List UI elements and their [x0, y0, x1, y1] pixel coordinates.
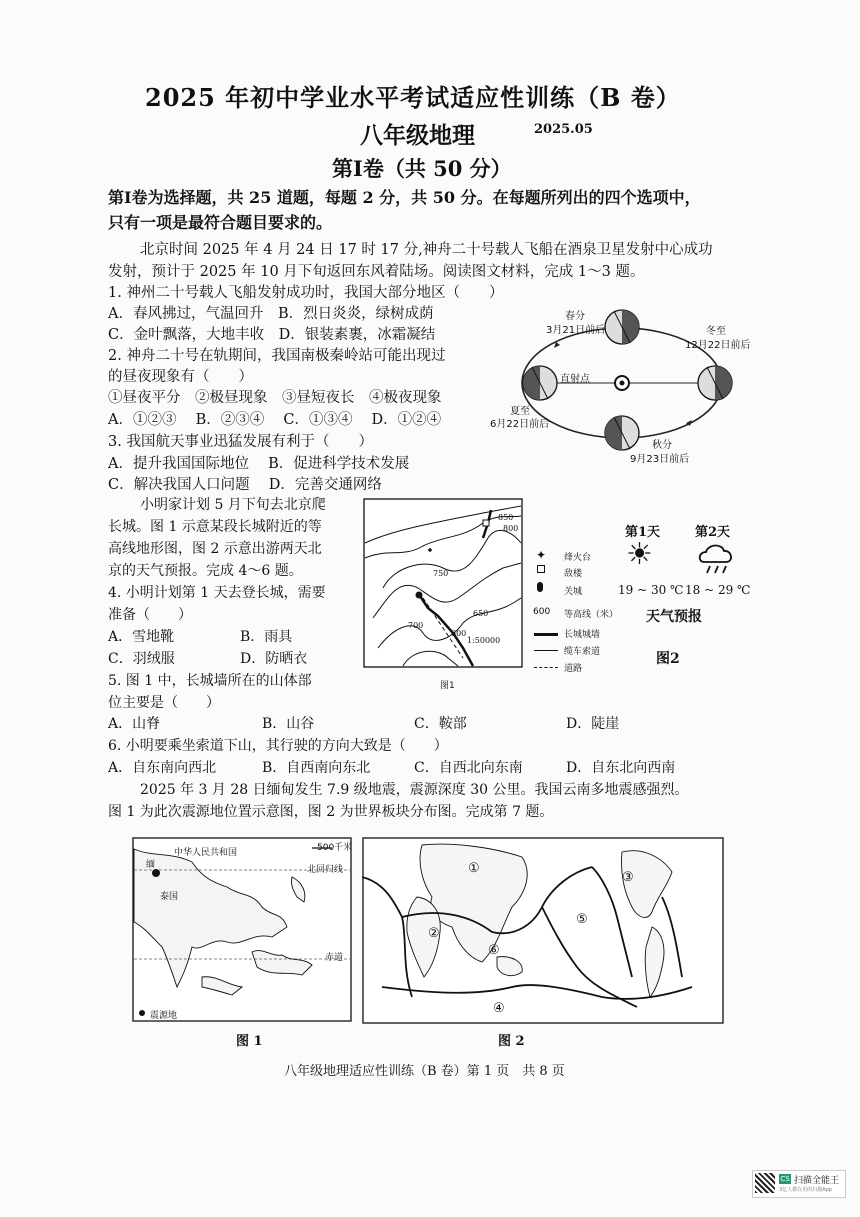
passage2-line2: 长城。图 1 示意某段长城附近的等 — [108, 519, 322, 535]
weather-title: 天气预报 — [646, 609, 702, 625]
q3-options-cd: C．解决我国人口问题 D．完善交通网络 — [108, 477, 382, 493]
cs-logo-icon: CS — [780, 1175, 790, 1183]
passage2-line1: 小明家计划 5 月下旬去北京爬 — [140, 497, 326, 513]
orbit-summer-date: 6月22日前后 — [490, 419, 550, 430]
q4-stem-2: 准备（ ） — [108, 607, 192, 623]
q5-option-a: A．山脊 — [108, 716, 161, 732]
q4-option-a: A．雪地靴 — [108, 629, 175, 645]
weather-caption: 图2 — [656, 651, 680, 667]
exam-title: 2025 年初中学业水平考试适应性训练（B 卷） — [145, 83, 681, 112]
weather-temp2: 18 ~ 29 ℃ — [685, 583, 751, 597]
q6-option-b: B．自西南向东北 — [262, 760, 371, 776]
rain-icon — [696, 540, 738, 576]
scanner-badge-label: 扫描全能王 — [794, 1176, 840, 1186]
q2-stem-1: 2. 神舟二十号在轨期间，我国南极秦岭站可能出现过 — [108, 348, 446, 364]
orbit-subsolar: 直射点 — [560, 374, 590, 385]
q4-option-d: D．防晒衣 — [240, 651, 308, 667]
legend-road-line — [534, 667, 558, 668]
sun-icon: ☀ — [626, 537, 653, 572]
orbit-autumn-date: 9月23日前后 — [630, 454, 690, 465]
legend-cable: 缆车索道 — [564, 647, 601, 657]
legend-beacon-icon: ✦ — [536, 548, 547, 562]
orbit-summer: 夏至 — [510, 406, 530, 417]
svg-text:750: 750 — [433, 569, 449, 578]
asia-map-myanmar: 缅 — [146, 860, 156, 870]
plate-label-4: ④ — [493, 1001, 505, 1016]
passage2-line3: 高线地形图，图 2 示意出游两天北 — [108, 541, 322, 557]
q6-stem: 6. 小明要乘坐索道下山，其行驶的方向大致是（ ） — [108, 738, 448, 754]
passage3-line2: 图 1 为此次震源地位置示意图，图 2 为世界板块分布图。完成第 7 题。 — [108, 804, 554, 820]
contour-map — [363, 498, 523, 668]
orbit-autumn: 秋分 — [652, 440, 672, 451]
q1-options-ab: A．春风拂过，气温回升 B．烈日炎炎，绿树成荫 — [108, 306, 434, 322]
subject-title: 八年级地理 — [360, 122, 475, 149]
plate-label-1: ① — [468, 861, 480, 876]
legend-relic-icon — [537, 565, 545, 573]
asia-map-scale: 500千米 — [317, 843, 353, 853]
svg-text:850: 850 — [498, 513, 514, 522]
q3-stem: 3. 我国航天事业迅猛发展有利于（ ） — [108, 434, 373, 450]
q5-stem-1: 5. 图 1 中，长城墙所在的山体部 — [108, 673, 312, 689]
svg-text:600: 600 — [451, 629, 467, 638]
plate-label-3: ③ — [622, 870, 634, 885]
q4-option-c: C．羽绒服 — [108, 651, 175, 667]
section-title: 第Ⅰ卷（共 50 分） — [332, 156, 512, 181]
legend-wall: 长城城墙 — [564, 630, 601, 640]
weather-day2: 第2天 — [695, 525, 731, 540]
q2-options: A．①②③ B．②③④ C．①③④ D．①②④ — [108, 412, 442, 428]
plate-label-2: ② — [428, 926, 440, 941]
svg-text:800: 800 — [503, 524, 519, 533]
asia-map-thailand: 泰国 — [160, 892, 179, 902]
plates-map-caption: 图 2 — [498, 1034, 525, 1049]
weather-temp1: 19 ~ 30 ℃ — [618, 583, 684, 597]
world-plates-map — [362, 837, 724, 1024]
svg-text:700: 700 — [408, 621, 424, 630]
passage2-line4: 京的天气预报。完成 4～6 题。 — [108, 563, 303, 579]
passage3-line1: 2025 年 3 月 28 日缅甸发生 7.9 级地震，震源深度 30 公里。我国云南多地震感强烈。 — [140, 782, 689, 798]
legend-relic: 敌楼 — [564, 569, 583, 579]
q1-stem: 1. 神州二十号载人飞船发射成功时，我国大部分地区（ ） — [108, 285, 504, 301]
passage1-line1: 北京时间 2025 年 4 月 24 日 17 时 17 分,神舟二十号载人飞船在酒泉卫星发射中心成功 — [140, 242, 713, 258]
legend-gate: 关城 — [564, 587, 583, 597]
orbit-spring-date: 3月21日前后 — [546, 325, 606, 336]
legend-road: 道路 — [564, 664, 583, 674]
scanner-badge-sub: 3亿人都在用的扫描App — [779, 1187, 832, 1193]
q2-items: ①昼夜平分 ②极昼现象 ③昼短夜长 ④极夜现象 — [108, 390, 442, 406]
plate-label-5: ⑤ — [576, 912, 588, 927]
q5-option-c: C．鞍部 — [414, 716, 467, 732]
instructions-line1: 第Ⅰ卷为选择题，共 25 道题，每题 2 分，共 50 分。在每题所列出的四个选项中， — [108, 188, 701, 207]
q4-stem-1: 4. 小明计划第 1 天去登长城，需要 — [108, 585, 326, 601]
q5-stem-2: 位主要是（ ） — [108, 695, 220, 711]
legend-gate-icon — [537, 582, 543, 592]
asia-map-legend: 震源地 — [150, 1011, 178, 1021]
q2-stem-2: 的昼夜现象有（ ） — [108, 369, 253, 385]
orbit-spring: 春分 — [565, 311, 585, 322]
asia-map-tropic: 北回归线 — [307, 865, 344, 875]
plate-label-6: ⑥ — [488, 943, 500, 958]
svg-text:1:50000: 1:50000 — [467, 636, 501, 645]
q6-option-c: C．自西北向东南 — [414, 760, 523, 776]
asia-map-caption: 图 1 — [236, 1034, 263, 1049]
page-footer: 八年级地理适应性训练（B 卷）第 1 页 共 8 页 — [284, 1064, 565, 1079]
q5-option-b: B．山谷 — [262, 716, 315, 732]
svg-text:650: 650 — [473, 609, 489, 618]
orbit-winter-date: 12月22日前后 — [685, 340, 751, 351]
q5-option-d: D．陡崖 — [566, 716, 620, 732]
legend-contour: 等高线（米） — [564, 610, 619, 620]
q6-option-a: A．自东南向西北 — [108, 760, 217, 776]
q4-option-b: B．雨具 — [240, 629, 293, 645]
instructions-line2: 只有一项是最符合题目要求的。 — [108, 213, 333, 232]
orbit-winter: 冬至 — [706, 326, 726, 337]
legend-beacon: 烽火台 — [564, 553, 592, 563]
weather-day1: 第1天 — [625, 525, 661, 540]
scanner-badge — [752, 1170, 846, 1198]
passage1-line2: 发射，预计于 2025 年 10 月下旬返回东风着陆场。阅读图文材料，完成 1～3 题。 — [108, 264, 645, 280]
legend-wall-line — [534, 633, 558, 636]
asia-map-country: 中华人民共和国 — [174, 848, 238, 858]
legend-contour-value: 600 — [533, 607, 551, 617]
exam-date: 2025.05 — [534, 122, 593, 137]
q3-options-ab: A．提升我国国际地位 B．促进科学技术发展 — [108, 456, 410, 472]
asia-map-equator: 赤道 — [325, 953, 344, 963]
q1-options-cd: C．金叶飘落，大地丰收 D．银装素裹，冰霜凝结 — [108, 327, 436, 343]
legend-cable-line — [534, 650, 558, 651]
q6-option-d: D．自东北向西南 — [566, 760, 676, 776]
contour-map-caption: 图1 — [440, 681, 455, 691]
qr-code-icon — [755, 1173, 775, 1193]
